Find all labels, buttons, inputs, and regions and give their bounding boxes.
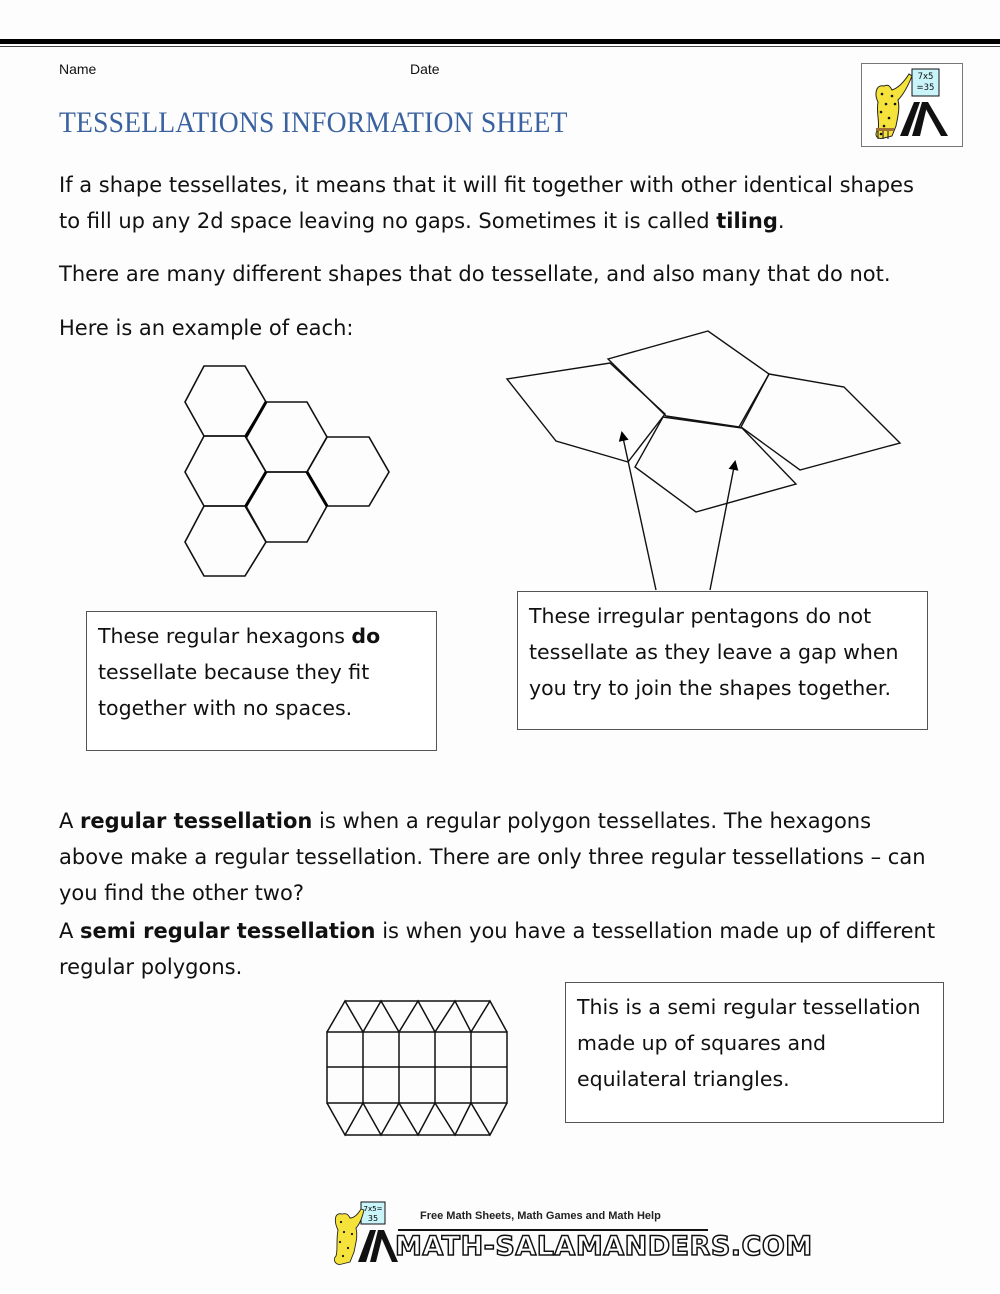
semi-regular-tessellation-definition — [59, 913, 939, 985]
arrow-left — [622, 433, 656, 590]
pentagon-bottom — [635, 417, 796, 512]
semi-regular-tessellation-term: semi regular tessellation — [80, 919, 376, 943]
intro-text: If a shape tessellates, it means that it will fit together with other identical shapes to fill up any 2d space leaving no gaps. Sometimes it is called — [59, 173, 914, 233]
intro-text-end: . — [777, 209, 785, 233]
regular-hexagon-tessellation — [185, 366, 389, 576]
shapes-paragraph: There are many different shapes that do tessellate, and also many that do not. — [59, 262, 891, 286]
semi-definition-text: is when you have a tessellation made up of different regular polygons. — [59, 919, 936, 979]
footer-tagline: Free Math Sheets, Math Games and Math Help — [420, 1210, 661, 1222]
semi-prefix: A — [59, 919, 81, 943]
pentagon-top — [608, 331, 769, 427]
hexagon-caption-emphasis: do — [351, 624, 381, 648]
footer-site-name[interactable]: MATH-SALAMANDERS.COM — [395, 1231, 813, 1262]
semi-regular-caption-text: This is a semi regular tessellation made up of squares and equilateral triangles. — [577, 995, 921, 1091]
hexagon-caption-text-end: tessellate because they fit together with no spaces. — [98, 660, 370, 720]
footer-board-text-2: 35 — [367, 1214, 379, 1223]
date-label: Date — [410, 61, 440, 77]
pentagon-caption-text: These irregular pentagons do not tessellate as they leave a gap when you try to join the shapes together. — [529, 604, 899, 700]
footer-salamander-icon — [328, 1200, 398, 1270]
pointer-arrows — [622, 433, 735, 590]
regular-definition-text: is when a regular polygon tessellates. The hexagons above make a regular tessellation. There are only three regular tessellations – can you find the other two? — [59, 809, 926, 905]
pentagon-right — [741, 374, 900, 470]
arrow-right — [710, 462, 735, 590]
tiling-term: tiling — [716, 209, 778, 233]
hexagon-2 — [246, 402, 327, 472]
irregular-pentagon-group — [507, 331, 900, 512]
semi-regular-tessellation — [327, 1001, 507, 1135]
page-title: TESSELLATIONS INFORMATION SHEET — [59, 106, 568, 139]
logo-board-text-2: =35 — [916, 83, 935, 93]
pentagon-caption-box — [517, 591, 928, 730]
semi-regular-caption-box — [565, 982, 944, 1123]
regular-tessellation-term: regular tessellation — [80, 809, 313, 833]
hexagon-6 — [185, 506, 266, 576]
footer-board-text-1: 7x5= — [363, 1205, 383, 1213]
hexagon-caption-text: These regular hexagons — [98, 624, 352, 648]
regular-prefix: A — [59, 809, 81, 833]
regular-tessellation-definition — [59, 803, 939, 911]
example-intro: Here is an example of each: — [59, 316, 354, 340]
pentagon-left — [507, 363, 665, 462]
hexagon-caption-box — [86, 611, 437, 751]
name-label: Name — [59, 61, 97, 77]
logo-board-text-1: 7x5 — [917, 72, 934, 82]
